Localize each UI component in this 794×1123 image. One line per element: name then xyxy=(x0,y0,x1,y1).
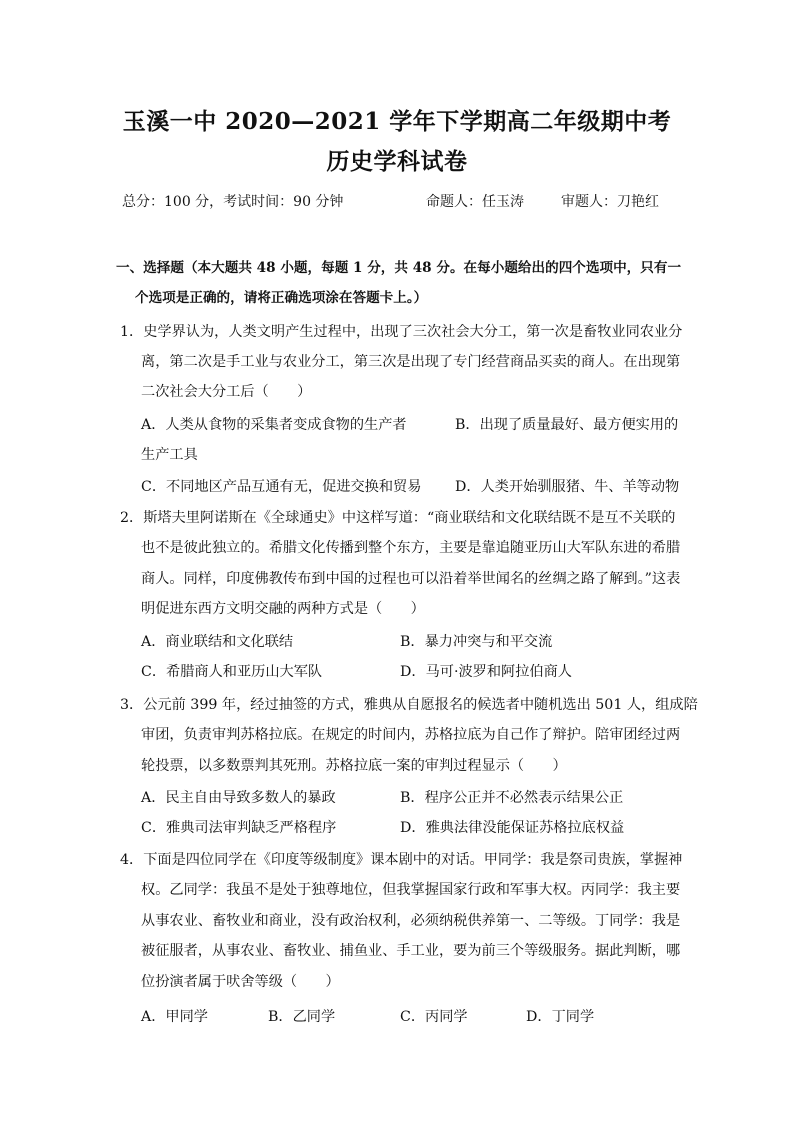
question-4-line-5: 位扮演者属于吠舍等级（ ） xyxy=(141,974,340,990)
question-1-option-b-cont: 生产工具 xyxy=(141,447,198,463)
question-2-line-3: 商人。同样，印度佛教传布到中国的过程也可以沿着举世闻名的丝绸之路了解到。”这表 xyxy=(141,571,681,587)
score-and-time: 总分：100 分，考试时间：90 分钟 xyxy=(122,194,344,210)
question-3-option-d: D．雅典法律没能保证苏格拉底权益 xyxy=(400,820,625,836)
question-4-option-c: C．丙同学 xyxy=(400,1009,468,1025)
question-1-option-d: D．人类开始驯服猪、牛、羊等动物 xyxy=(455,479,680,495)
question-4-line-4: 被征服者，从事农业、畜牧业、捕鱼业、手工业，要为前三个等级服务。据此判断，哪 xyxy=(141,943,681,959)
question-3-line-2: 审团，负责审判苏格拉底。在规定的时间内，苏格拉底为自己作了辩护。陪审团经过两 xyxy=(141,727,681,743)
question-4-option-d: D．丁同学 xyxy=(526,1009,595,1025)
question-1-option-b: B．出现了质量最好、最方便实用的 xyxy=(455,417,679,433)
question-1-line-1: 1．史学界认为，人类文明产生过程中，出现了三次社会大分工，第一次是畜牧业同农业分 xyxy=(120,324,683,340)
question-2-option-b: B．暴力冲突与和平交流 xyxy=(400,634,553,650)
question-2-option-d: D．马可·波罗和阿拉伯商人 xyxy=(400,664,572,680)
question-2-line-2: 也不是彼此独立的。希腊文化传播到整个东方，主要是靠追随亚历山大军队东进的希腊 xyxy=(141,540,681,556)
question-4-option-a: A．甲同学 xyxy=(141,1009,208,1025)
author: 命题人：任玉涛 xyxy=(426,194,524,210)
question-2-option-c: C．希腊商人和亚历山大军队 xyxy=(141,664,323,680)
section-heading-cont: 个选项是正确的，请将正确选项涂在答题卡上。） xyxy=(135,290,428,306)
question-2-line-4: 明促进东西方文明交融的两种方式是（ ） xyxy=(141,601,425,617)
question-1-option-a: A．人类从食物的采集者变成食物的生产者 xyxy=(141,417,407,433)
exam-subtitle: 历史学科试卷 xyxy=(326,148,468,175)
question-1-option-c: C．不同地区产品互通有无，促进交换和贸易 xyxy=(141,479,422,495)
question-4-line-1: 4．下面是四位同学在《印度等级制度》课本剧中的对话。甲同学：我是祭司贵族，掌握神 xyxy=(120,852,683,868)
question-4-line-3: 从事农业、畜牧业和商业，没有政治权利，必须纳税供养第一、二等级。丁同学：我是 xyxy=(141,913,681,929)
question-2-line-1: 2．斯塔夫里阿诺斯在《全球通史》中这样写道：“商业联结和文化联结既不是互不关联的 xyxy=(120,510,676,526)
question-3-line-3: 轮投票，以多数票判其死刑。苏格拉底一案的审判过程显示（ ） xyxy=(141,758,567,774)
reviewer: 审题人：刀艳红 xyxy=(561,194,659,210)
question-1-line-2: 离，第二次是手工业与农业分工，第三次是出现了专门经营商品买卖的商人。在出现第 xyxy=(141,354,681,370)
question-3-option-b: B．程序公正并不必然表示结果公正 xyxy=(400,790,624,806)
question-3-option-a: A．民主自由导致多数人的暴政 xyxy=(141,790,336,806)
question-2-option-a: A．商业联结和文化联结 xyxy=(141,634,294,650)
section-heading: 一、选择题（本大题共 48 小题，每题 1 分，共 48 分。在每小题给出的四个选项中，只有一 xyxy=(116,260,682,276)
question-3-option-c: C．雅典司法审判缺乏严格程序 xyxy=(141,820,337,836)
question-3-line-1: 3．公元前 399 年，经过抽签的方式，雅典从自愿报名的候选者中随机选出 501 人，组成陪 xyxy=(120,697,698,713)
question-1-line-3: 二次社会大分工后（ ） xyxy=(141,384,312,400)
exam-title: 玉溪一中 2020—2021 学年下学期高二年级期中考 xyxy=(122,108,672,135)
question-4-line-2: 权。乙同学：我虽不是处于独尊地位，但我掌握国家行政和军事大权。丙同学：我主要 xyxy=(141,882,681,898)
question-4-option-b: B．乙同学 xyxy=(268,1009,336,1025)
